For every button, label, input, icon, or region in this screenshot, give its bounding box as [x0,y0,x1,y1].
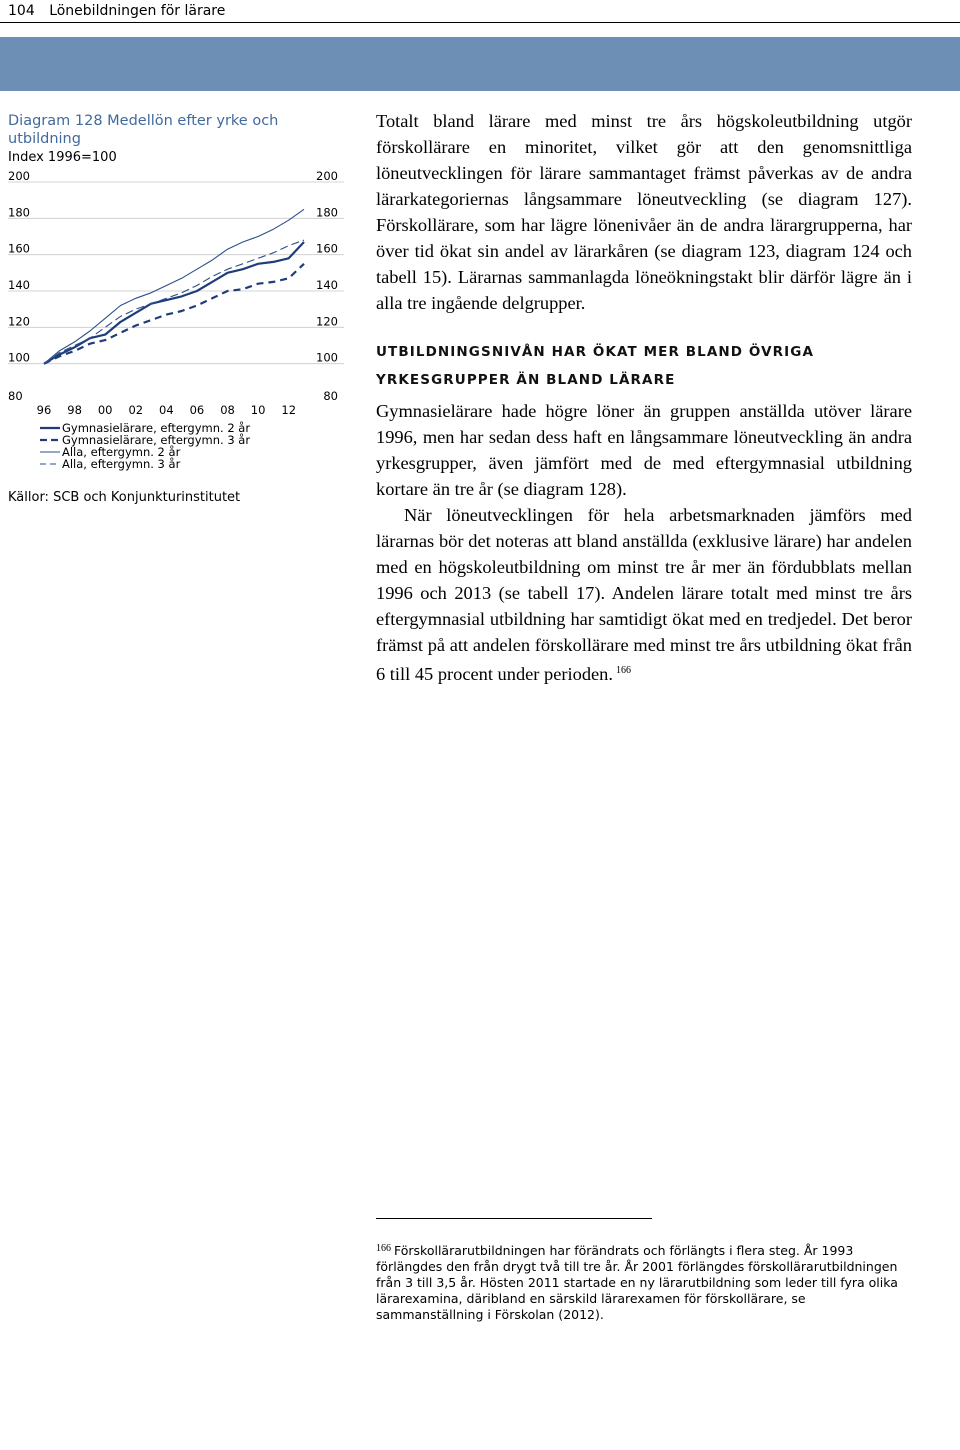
y-tick-label-left: 140 [8,278,30,292]
chart-subtitle: Index 1996=100 [8,150,117,165]
main-text-column [376,108,912,687]
legend-swatch [40,447,60,457]
header-band [0,37,960,91]
line-chart [0,160,350,420]
x-tick-label: 06 [189,403,205,417]
series-line-4 [44,240,304,364]
chart-source: Källor: SCB och Konjunkturinstitutet [8,490,241,505]
x-tick-label: 04 [159,403,174,417]
chart-title: Diagram 128 Medellön efter yrke och utbildning [8,113,279,147]
body-paragraph-1: Totalt bland lärare med minst tre års högskoleutbildning utgör förskollärare en minoritet, vilket gör att den genomsnittliga löneutvecklingen för lärare sammantaget främst påverkas av de andra lärarkategoriernas långsammare löneutveckling (se diagram 127). Förskollärare, som har lägre lönenivåer än de andra lärargrupperna, har över tid ökat sin andel av lärarkåren (se diagram 123, diagram 124 och tabell 15). Lärarnas sammanlagda löneökningstakt blir därför lägre än i alla tre ingående delgrupper. [376,111,912,313]
footnote [376,1241,916,1323]
y-tick-label-right: 180 [316,205,338,220]
chart-series [44,209,304,363]
page-number: 104 [8,3,35,19]
legend-label: Gymnasielärare, eftergymn. 3 år [62,433,251,447]
y-tick-label-right: 200 [316,169,338,183]
legend-swatch [40,459,60,469]
body-paragraph-3 [376,502,912,687]
legend-swatch [40,423,60,433]
running-header [8,0,225,22]
x-tick-label: 00 [97,403,113,417]
legend-item [40,458,250,470]
series-line-3 [44,209,304,363]
y-tick-label-right: 120 [316,314,338,329]
running-title: Lönebildningen för lärare [49,3,226,19]
x-tick-label: 08 [220,403,235,417]
y-tick-label-left: 160 [8,241,30,256]
chart-x-ticks [37,403,296,417]
y-tick-label-left: 180 [8,205,30,220]
x-tick-label: 96 [36,403,52,417]
x-tick-label: 12 [281,403,297,417]
legend-label: Alla, eftergymn. 3 år [62,457,181,471]
body-paragraph-3-text: När löneutvecklingen för hela arbetsmarknaden jämförs med lärarnas bör det noteras att bland anställda (exklusive lärare) har andelen med en högskoleutbildning om minst tre år mer än fördubblats mellan 1996 och 2013 (se tabell 17). Andelen lärare totalt med minst tre års eftergymnasial utbildning har samtidigt ökat med en tredjedel. Det beror främst på att andelen förskollärare med minst tre års utbildning ökat från 6 till 45 procent under perioden. [376,505,912,684]
legend-swatch [40,435,60,445]
body-paragraph-2: Gymnasielärare hade högre löner än gruppen anställda utöver lärare 1996, men har sedan dess haft en långsammare löneutveckling än andra yrkesgrupper, även jämfört med de med eftergymnasial utbildning kortare än tre år (se diagram 128). [376,401,912,499]
header-rule [0,22,960,23]
y-tick-label-right: 80 [323,389,338,403]
legend-label: Alla, eftergymn. 2 år [62,445,181,459]
y-tick-label-left: 200 [8,169,30,183]
footnote-text: Förskollärarutbildningen har förändrats och förlängts i flera steg. År 1993 förlängdes den från drygt två till tre år. År 2001 förlängdes förskollärarutbildningen från 3 till 3,5 år. Hösten 2011 startade en ny lärarutbildning som leder till fyra olika lärarexamina, däribland en särskild lärarexamen för förskollärare, se sammanställning i Förskolan (2012). [376,1243,898,1322]
footnote-rule [376,1218,652,1219]
legend-label: Gymnasielärare, eftergymn. 2 år [62,421,251,435]
section-heading: UTBILDNINGSNIVÅN HAR ÖKAT MER BLAND ÖVRIGA YRKESGRUPPER ÄN BLAND LÄRARE [376,344,815,388]
chart-y-ticks [8,169,338,403]
x-tick-label: 02 [128,403,144,417]
x-tick-label: 10 [250,403,266,417]
y-tick-label-right: 140 [316,278,338,292]
y-tick-label-left: 80 [8,389,23,403]
series-line-1 [44,242,304,364]
y-tick-label-left: 100 [8,350,30,365]
y-tick-label-right: 100 [316,350,338,365]
y-tick-label-right: 160 [316,241,338,256]
x-tick-label: 98 [67,403,82,417]
y-tick-label-left: 120 [8,314,30,329]
footnote-number: 166 [376,1243,391,1254]
series-line-2 [44,264,304,364]
footnote-reference[interactable]: 166 [615,665,631,676]
chart-legend [40,422,250,470]
